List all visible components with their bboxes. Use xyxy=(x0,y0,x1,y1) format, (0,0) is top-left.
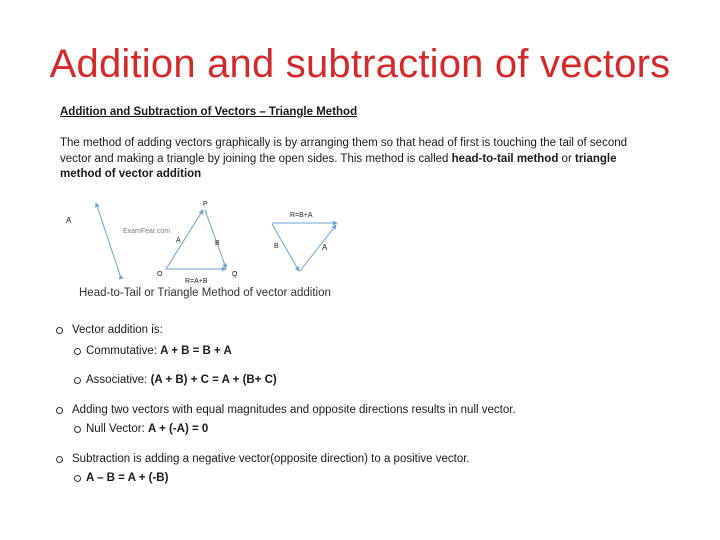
label-a-mid: A xyxy=(176,237,181,244)
intro-paragraph xyxy=(60,136,660,183)
sub-bullet-marker xyxy=(74,377,81,384)
figure-caption: Head-to-Tail or Triangle Method of vector addition xyxy=(79,287,331,299)
sub-bullet-marker xyxy=(74,426,81,433)
label-q: Q xyxy=(232,271,238,278)
label-o: O xyxy=(157,271,163,278)
bullet-marker xyxy=(56,456,63,463)
sub-bullet-formula: (A + B) + C = A + (B+ C) xyxy=(150,374,277,386)
sub-bullet-text: Null Vector: xyxy=(86,423,148,435)
bullet-text: Subtraction is adding a negative vector(opposite direction) to a positive vector. xyxy=(72,453,470,465)
vector-a-right xyxy=(300,225,336,271)
sub-bullet-text: Associative: xyxy=(86,374,151,386)
sub-bullet-formula: A + B = B + A xyxy=(160,345,232,357)
sub-bullet-formula: A + (-A) = 0 xyxy=(148,423,209,435)
vector-a-triangle xyxy=(166,210,203,269)
sub-bullet-formula: A – B = A + (-B) xyxy=(86,472,169,484)
paragraph-text-1: The method of adding vectors graphically is by arranging them so that head of first is touching the tail of second vector and making a triangle by joining the open sides. This method is called xyxy=(60,137,628,165)
label-r1: R=A+B xyxy=(185,278,208,285)
sub-bullet-marker xyxy=(74,348,81,355)
paragraph-bold-2: triangle method of vector addition xyxy=(60,152,617,180)
vector-b-triangle xyxy=(205,210,226,268)
sub-bullet-content xyxy=(86,374,277,386)
label-r2: R=B+A xyxy=(290,212,313,219)
vector-triangle-figure xyxy=(60,198,360,288)
paragraph-text-2: or xyxy=(558,152,575,165)
label-p: P xyxy=(203,201,208,208)
label-a-right: A xyxy=(322,243,328,252)
sub-bullet-content xyxy=(86,472,168,484)
sub-bullet-content xyxy=(86,423,208,435)
label-b-right: B xyxy=(274,243,279,250)
sub-bullet-content xyxy=(86,345,232,357)
bullet-marker xyxy=(56,407,63,414)
paragraph-bold-1: head-to-tail method xyxy=(451,152,559,165)
label-a-left: A xyxy=(66,216,72,225)
bullet-text: Adding two vectors with equal magnitudes and opposite directions results in null vector. xyxy=(72,404,516,416)
bullet-marker xyxy=(56,327,63,334)
slide-title: Addition and subtraction of vectors xyxy=(49,42,671,86)
section-subheading: Addition and Subtraction of Vectors – Triangle Method xyxy=(60,106,358,118)
vector-a-arrow xyxy=(96,203,120,275)
bullet-text: Vector addition is: xyxy=(72,324,163,336)
sub-bullet-text: Commutative: xyxy=(86,345,161,357)
watermark-text: ExamFear.com xyxy=(123,228,171,235)
sub-bullet-marker xyxy=(74,475,81,482)
label-b-mid: B xyxy=(215,240,220,247)
